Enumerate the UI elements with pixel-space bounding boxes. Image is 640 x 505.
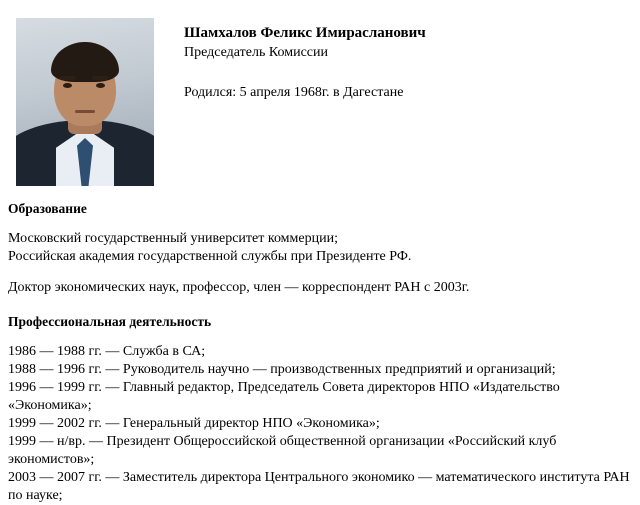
education-section xyxy=(8,200,632,297)
professional-entries xyxy=(8,343,632,505)
professional-entry: 1999 — н/вр. — Президент Общероссийской общественной организации «Российский клуб экономистов»; xyxy=(8,434,557,467)
photo-mouth xyxy=(75,110,95,113)
education-line-1: Московский государственный университет коммерции; xyxy=(8,231,338,246)
portrait-photo xyxy=(16,18,154,186)
photo-eyebrow-left xyxy=(60,76,76,80)
profile-heading-text xyxy=(154,10,632,116)
professional-title: Профессиональная деятельность xyxy=(8,314,212,329)
photo-eye-right xyxy=(96,83,105,88)
person-full-name: Шамхалов Феликс Имирасланович xyxy=(184,25,426,41)
education-line-2: Российская академия государственной службы при Президенте РФ. xyxy=(8,249,412,264)
education-line-3: Доктор экономических наук, профессор, член — корреспондент РАН с 2003г. xyxy=(8,280,470,295)
photo-eyebrow-right xyxy=(92,76,108,80)
professional-entry: 1999 — 2002 гг. — Генеральный директор НПО «Экономика»; xyxy=(8,416,380,431)
profile-header xyxy=(8,10,632,186)
person-birth-info: Родился: 5 апреля 1968г. в Дагестане xyxy=(184,85,404,100)
professional-entry: 1996 — 1999 гг. — Главный редактор, Председатель Совета директоров НПО «Издательство «Экономика»; xyxy=(8,380,560,413)
education-title: Образование xyxy=(8,201,87,216)
professional-entry: 2003 — 2007 гг. — Заместитель директора Центрального экономико — математического института РАН по науке; xyxy=(8,470,630,503)
photo-eye-left xyxy=(63,83,72,88)
professional-section xyxy=(8,313,632,505)
person-position: Председатель Комиссии xyxy=(184,45,328,60)
professional-entry: 1988 — 1996 гг. — Руководитель научно — производственных предприятий и организаций; xyxy=(8,362,556,377)
professional-entry: 1986 — 1988 гг. — Служба в СА; xyxy=(8,344,206,359)
